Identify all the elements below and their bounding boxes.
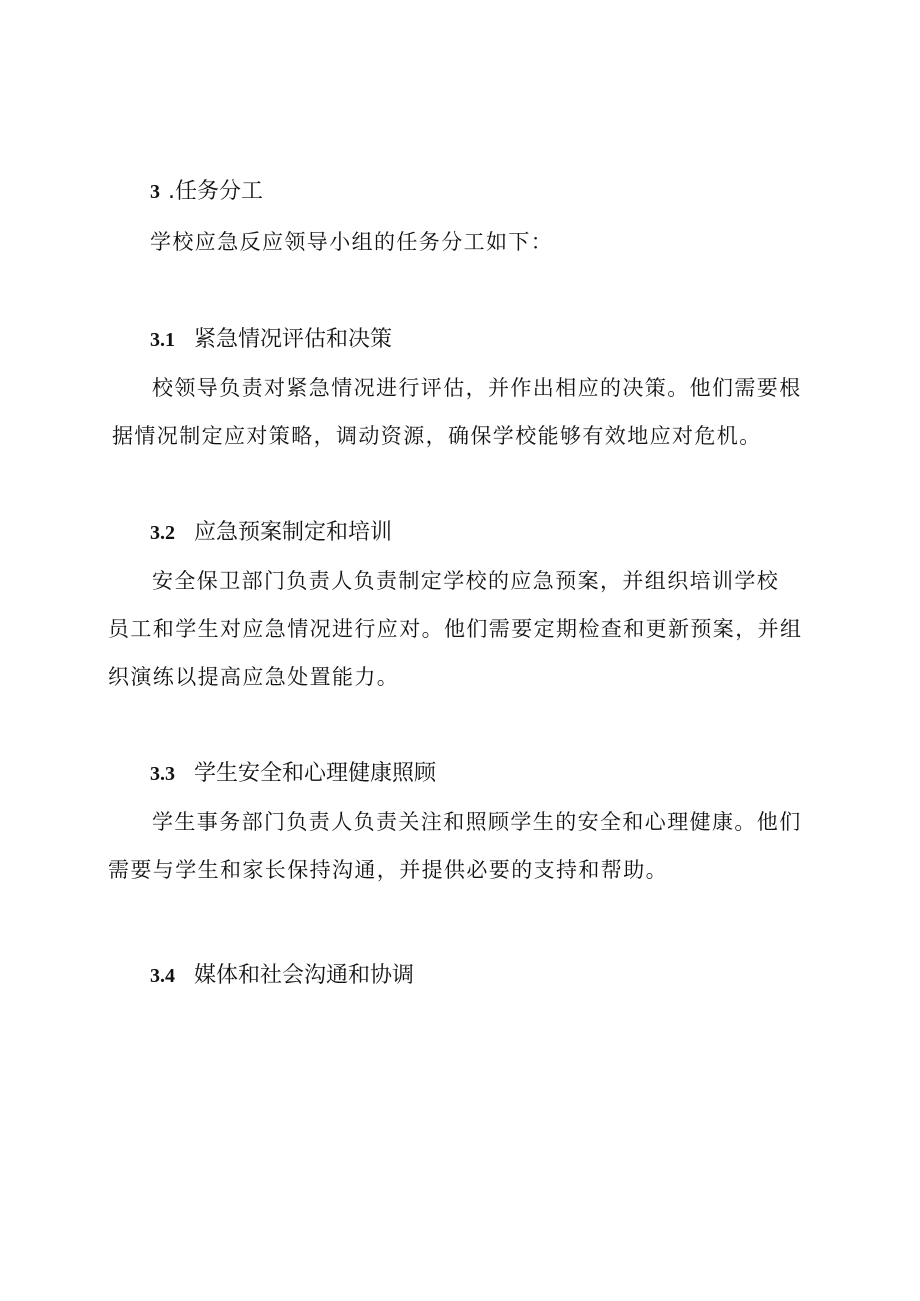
section-title: 应急预案制定和培训 — [194, 520, 393, 545]
paragraph-line: 学校应急反应领导小组的任务分工如下： — [150, 230, 554, 254]
paragraph-line: 员工和学生对应急情况进行应对。他们需要定期检查和更新预案，并组 — [108, 617, 803, 641]
section-title: 紧急情况评估和决策 — [194, 327, 393, 352]
section-3-1-heading — [150, 324, 392, 356]
section-3-3-heading — [150, 758, 436, 790]
section-3-heading — [150, 176, 263, 208]
paragraph-line: 织演练以提高应急处置能力。 — [108, 665, 400, 689]
section-3-4-heading — [150, 960, 414, 992]
paragraph-line: 据情况制定应对策略，调动资源，确保学校能够有效地应对危机。 — [112, 424, 762, 448]
section-3-2-heading — [150, 517, 392, 549]
section-number: 3.3 — [150, 763, 175, 785]
section-number: 3 — [150, 181, 160, 203]
section-3-1-paragraph — [112, 364, 832, 460]
section-number: 3.2 — [150, 522, 175, 544]
section-3-intro — [150, 218, 830, 266]
paragraph-line: 学生事务部门负责人负责关注和照顾学生的安全和心理健康。他们 — [152, 810, 802, 834]
section-title: 学生安全和心理健康照顾 — [194, 761, 437, 786]
section-number: 3.4 — [150, 965, 175, 987]
section-3-3-paragraph — [108, 798, 832, 894]
section-number: 3.1 — [150, 329, 175, 351]
section-title: 媒体和社会沟通和协调 — [194, 963, 415, 988]
paragraph-line: 安全保卫部门负责人负责制定学校的应急预案，并组织培训学校 — [152, 569, 780, 593]
paragraph-line: 校领导负责对紧急情况进行评估，并作出相应的决策。他们需要根 — [152, 376, 802, 400]
section-title: .任务分工 — [168, 179, 263, 204]
paragraph-line: 需要与学生和家长保持沟通，并提供必要的支持和帮助。 — [108, 858, 668, 882]
section-3-2-paragraph — [108, 557, 832, 701]
